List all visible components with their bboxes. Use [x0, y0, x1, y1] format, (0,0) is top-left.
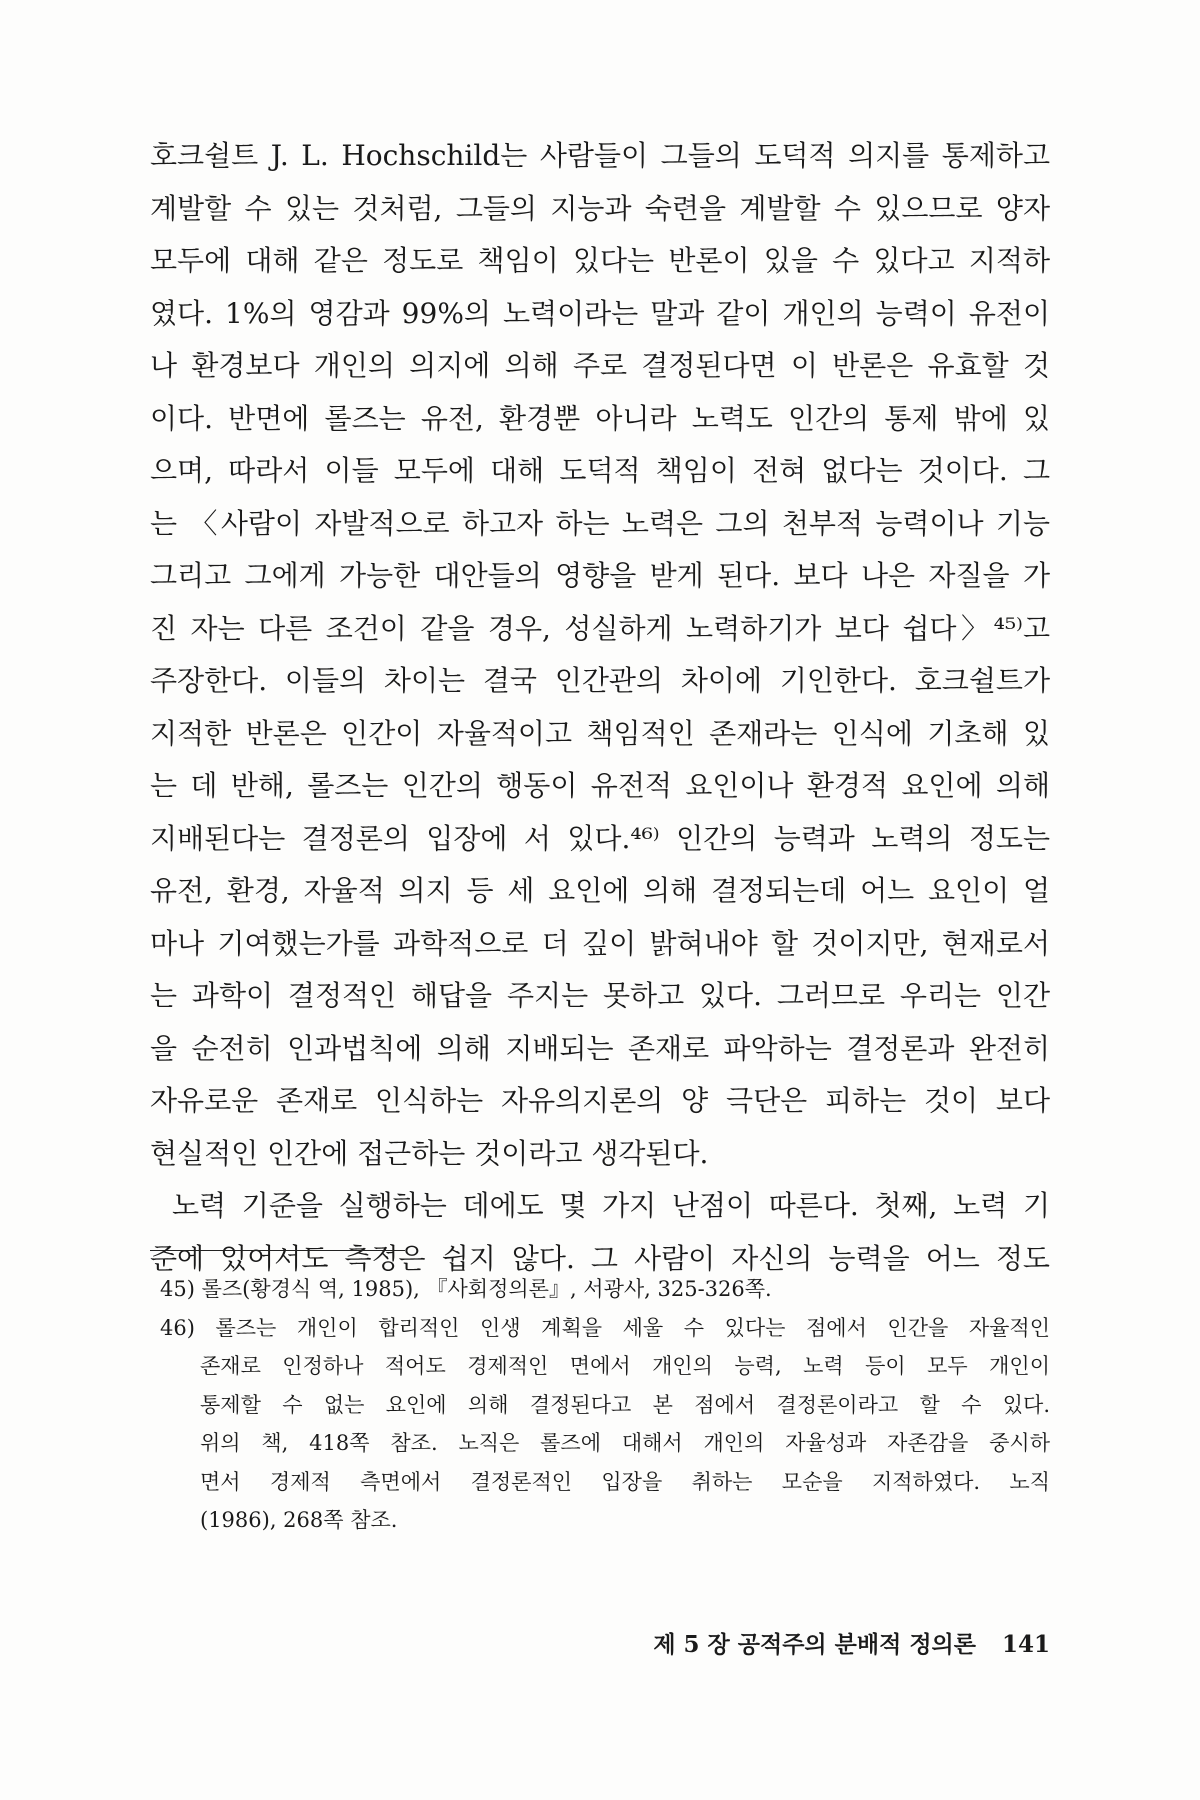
footnote-divider — [150, 1250, 405, 1251]
body-line: 모두에 대해 같은 정도로 책임이 있다는 반론이 있을 수 있다고 지적하 — [150, 244, 1050, 277]
body-line: 는 데 반해, 롤즈는 인간의 행동이 유전적 요인이나 환경적 요인에 의해 — [150, 769, 1050, 802]
body-line: 을 순전히 인과법칙에 의해 지배되는 존재로 파악하는 결정론과 완전히 — [150, 1031, 1050, 1065]
body-line: 으며, 따라서 이들 모두에 대해 도덕적 책임이 전혀 없다는 것이다. 그 — [150, 454, 1050, 487]
footnote-46-line: 존재로 인정하나 적어도 경제적인 면에서 개인의 능력, 노력 등이 모두 개인이 — [200, 1354, 1050, 1378]
body-line: 는 과학이 결정적인 해답을 주지는 못하고 있다. 그러므로 우리는 인간 — [150, 979, 1050, 1012]
body-line: 지적한 반론은 인간이 자율적이고 책임적인 존재라는 인식에 기초해 있 — [150, 716, 1050, 750]
footnote-45: 45) 롤즈(황경식 역, 1985), 『사회정의론』, 서광사, 325-326쪽. — [160, 1277, 772, 1301]
body-line: 는 〈사람이 자발적으로 하고자 하는 노력은 그의 천부적 능력이나 기능 — [150, 506, 1050, 540]
footnote-46-line: 면서 경제적 측면에서 결정론적인 입장을 취하는 모순을 지적하였다. 노직 — [200, 1469, 1050, 1494]
footnote-46-line: 통제할 수 없는 요인에 의해 결정된다고 본 점에서 결정론이라고 할 수 있다. — [200, 1392, 1050, 1417]
running-head: 제 5 장 공적주의 분배적 정의론 — [653, 1631, 976, 1658]
body-line: 였다. 1%의 영감과 99%의 노력이라는 말과 같이 개인의 능력이 유전이 — [150, 296, 1050, 330]
body-line: 진 자는 다른 조건이 같을 경우, 성실하게 노력하기가 보다 쉽다〉⁴⁵⁾고 — [150, 611, 1050, 645]
body-line: 준에 있어서도 측정은 쉽지 않다. 그 사람이 자신의 능력을 어느 정도 — [150, 1241, 1050, 1275]
body-line: 나 환경보다 개인의 의지에 의해 주로 결정된다면 이 반론은 유효할 것 — [150, 349, 1050, 382]
body-line: 주장한다. 이들의 차이는 결국 인간관의 차이에 기인한다. 호크쉴트가 — [150, 664, 1050, 697]
body-line: 자유로운 존재로 인식하는 자유의지론의 양 극단은 피하는 것이 보다 — [150, 1084, 1050, 1117]
body-line: 계발할 수 있는 것처럼, 그들의 지능과 숙련을 계발할 수 있으므로 양자 — [150, 191, 1050, 225]
body-line: 호크쉴트 J. L. Hochschild는 사람들이 그들의 도덕적 의지를 통제하고 — [150, 139, 1050, 172]
body-line: 현실적인 인간에 접근하는 것이라고 생각된다. — [150, 1136, 709, 1170]
main-body-text — [150, 130, 1050, 1285]
body-line: 마나 기여했는가를 과학적으로 더 깊이 밝혀내야 할 것이지만, 현재로서 — [150, 926, 1050, 960]
footnote-46-line: (1986), 268쪽 참조. — [200, 1508, 398, 1532]
page-footer — [653, 1626, 1050, 1659]
footnotes — [160, 1270, 1050, 1540]
paragraph-start-line: 노력 기준을 실행하는 데에도 몇 가지 난점이 따른다. 첫째, 노력 기 — [172, 1189, 1050, 1222]
body-line: 그리고 그에게 가능한 대안들의 영향을 받게 된다. 보다 나은 자질을 가 — [150, 559, 1050, 592]
page-number: 141 — [1001, 1631, 1050, 1658]
body-line: 이다. 반면에 롤즈는 유전, 환경뿐 아니라 노력도 인간의 통제 밖에 있 — [150, 401, 1050, 435]
footnote-46: 46) 롤즈는 개인이 합리적인 인생 계획을 세울 수 있다는 점에서 인간을 자율적인 — [160, 1315, 1050, 1340]
body-line: 지배된다는 결정론의 입장에 서 있다.⁴⁶⁾ 인간의 능력과 노력의 정도는 — [150, 821, 1050, 855]
body-line: 유전, 환경, 자율적 의지 등 세 요인에 의해 결정되는데 어느 요인이 얼 — [150, 874, 1050, 907]
footnote-46-line: 위의 책, 418쪽 참조. 노직은 롤즈에 대해서 개인의 자율성과 자존감을 중시하 — [200, 1431, 1050, 1455]
